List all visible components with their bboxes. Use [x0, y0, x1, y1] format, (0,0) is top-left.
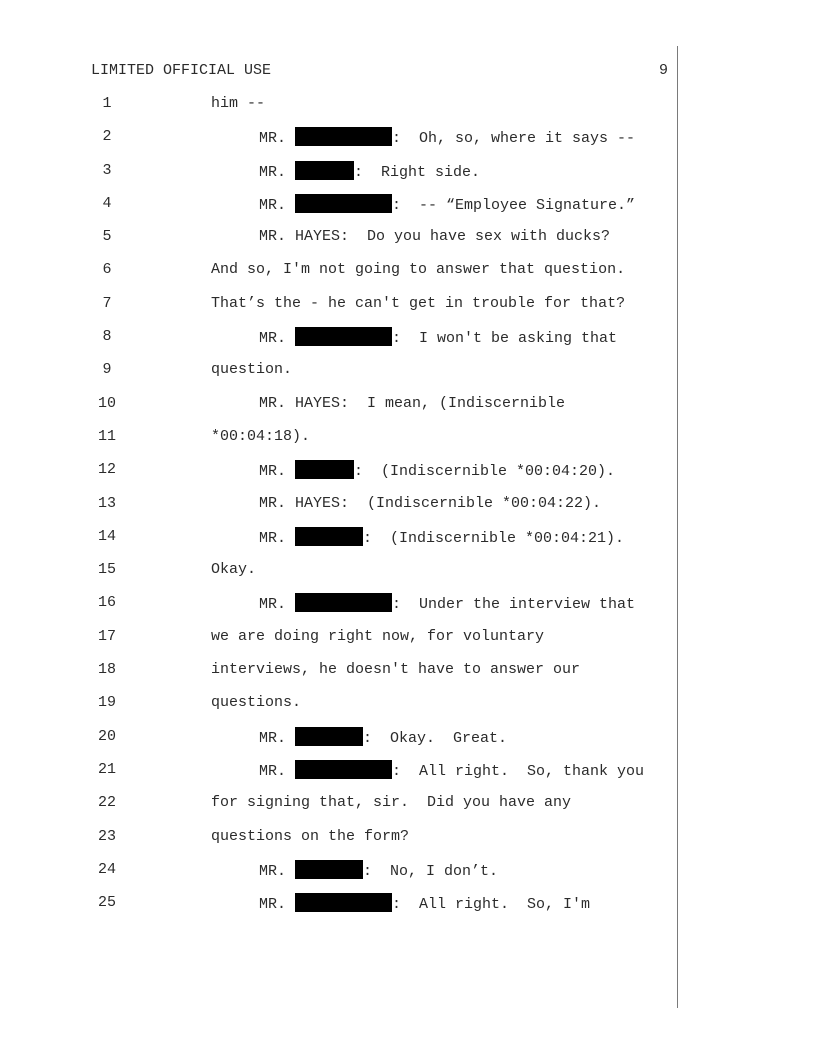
- line-number: 4: [102, 194, 112, 212]
- line-number: 10: [97, 394, 116, 412]
- line-text: Okay.: [211, 561, 257, 579]
- line-text: MR. HAYES: Do you have sex with ducks?: [259, 228, 611, 246]
- page-number: 9: [658, 62, 668, 79]
- transcript-line: [0, 494, 676, 527]
- classification-header: LIMITED OFFICIAL USE: [91, 62, 272, 79]
- line-text: MR. HAYES: I mean, (Indiscernible: [259, 394, 566, 412]
- line-number: 15: [97, 561, 116, 579]
- line-text: question.: [211, 361, 293, 379]
- transcript-line: [0, 560, 676, 593]
- line-text: MR. : (Indiscernible *00:04:21).: [259, 527, 624, 549]
- redaction-box: [295, 593, 392, 612]
- line-number: 21: [97, 760, 116, 778]
- redaction-box: [295, 727, 363, 746]
- line-text: we are doing right now, for voluntary: [211, 627, 545, 645]
- transcript-line: [0, 94, 676, 127]
- line-number: 5: [102, 228, 112, 246]
- line-text: interviews, he doesn't have to answer our: [211, 661, 581, 679]
- line-number: 12: [97, 461, 116, 479]
- line-number: 13: [97, 494, 116, 512]
- line-number: 20: [97, 727, 116, 745]
- line-text: MR. : All right. So, I'm: [259, 893, 590, 915]
- transcript-line: [0, 527, 676, 560]
- line-number: 11: [97, 427, 116, 445]
- line-number: 6: [102, 261, 112, 279]
- transcript-line: [0, 793, 676, 826]
- line-text: MR. : -- “Employee Signature.”: [259, 194, 635, 216]
- transcript-line: [0, 893, 676, 926]
- line-text: for signing that, sir. Did you have any: [211, 794, 572, 812]
- line-text: MR. : No, I don’t.: [259, 860, 498, 882]
- transcript-line: [0, 693, 676, 726]
- line-number: 16: [97, 594, 116, 612]
- line-text: MR. : (Indiscernible *00:04:20).: [259, 460, 615, 482]
- line-number: 24: [97, 860, 116, 878]
- line-number: 18: [97, 661, 116, 679]
- redaction-box: [295, 527, 363, 546]
- line-number: 9: [102, 361, 112, 379]
- transcript-line: [0, 727, 676, 760]
- transcript-line: [0, 593, 676, 626]
- line-text: him --: [211, 95, 266, 112]
- line-number: 17: [97, 627, 116, 645]
- transcript-line: [0, 161, 676, 194]
- transcript-line: [0, 394, 676, 427]
- transcript-line: [0, 427, 676, 460]
- redaction-box: [295, 194, 392, 213]
- transcript-line: [0, 760, 676, 793]
- redaction-box: [295, 860, 363, 879]
- line-number: 19: [97, 694, 116, 712]
- line-number: 25: [97, 894, 116, 912]
- line-text: MR. : Right side.: [259, 161, 480, 183]
- transcript-body: [0, 94, 676, 926]
- line-text: MR. HAYES: (Indiscernible *00:04:22).: [259, 494, 602, 512]
- transcript-line: [0, 260, 676, 293]
- transcript-line: [0, 627, 676, 660]
- transcript-line: [0, 194, 676, 227]
- transcript-line: [0, 660, 676, 693]
- line-number: 8: [102, 328, 112, 346]
- transcript-line: [0, 460, 676, 493]
- transcript-line: [0, 360, 676, 393]
- redaction-box: [295, 460, 354, 479]
- redaction-box: [295, 127, 392, 146]
- redaction-box: [295, 327, 392, 346]
- redaction-box: [295, 161, 354, 180]
- transcript-line: [0, 827, 676, 860]
- redaction-box: [295, 760, 392, 779]
- line-text: MR. : I won't be asking that: [259, 327, 617, 349]
- line-text: MR. : Under the interview that: [259, 593, 635, 615]
- transcript-line: [0, 127, 676, 160]
- transcript-line: [0, 327, 676, 360]
- transcript-line: [0, 227, 676, 260]
- line-text: questions.: [211, 694, 302, 712]
- line-number: 1: [102, 95, 112, 112]
- line-number: 22: [97, 794, 116, 812]
- line-number: 23: [97, 827, 116, 845]
- line-number: 3: [102, 161, 112, 179]
- right-margin-rule: [677, 46, 678, 1008]
- line-text: And so, I'm not going to answer that question.: [211, 261, 626, 279]
- redaction-box: [295, 893, 392, 912]
- line-text: MR. : All right. So, thank you: [259, 760, 644, 782]
- line-text: MR. : Oh, so, where it says --: [259, 127, 635, 149]
- line-number: 2: [102, 128, 112, 146]
- line-number: 14: [97, 527, 116, 545]
- line-number: 7: [102, 294, 112, 312]
- transcript-line: [0, 294, 676, 327]
- transcript-line: [0, 860, 676, 893]
- line-text: *00:04:18).: [211, 427, 311, 445]
- line-text: That’s the - he can't get in trouble for that?: [211, 294, 626, 312]
- line-text: questions on the form?: [211, 827, 410, 845]
- line-text: MR. : Okay. Great.: [259, 727, 507, 749]
